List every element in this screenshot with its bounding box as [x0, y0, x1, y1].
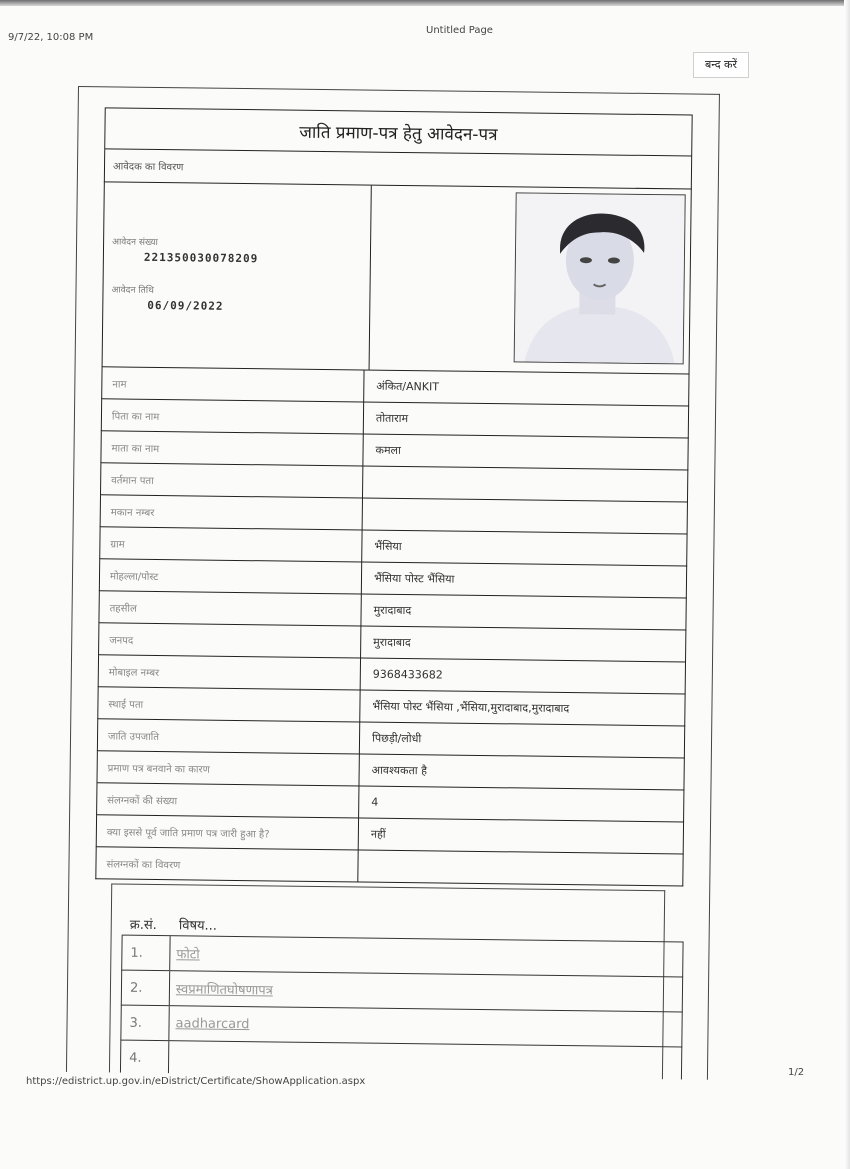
application-form [91, 107, 692, 1079]
application-id-block [102, 182, 692, 374]
field-value: 9368433682 [372, 667, 443, 682]
attachments-header [130, 915, 235, 934]
field-label: जाति उपजाति [98, 719, 360, 753]
field-row [95, 847, 683, 886]
field-value: 4 [371, 795, 379, 809]
field-value [363, 467, 687, 502]
field-value: कमला [375, 443, 401, 457]
form-title: जाति प्रमाण-पत्र हेतु आवेदन-पत्र [104, 107, 692, 156]
field-value: पिछड़ी/लोधी [371, 731, 422, 746]
print-url: https://edistrict.up.gov.in/eDistrict/Certificate/ShowApplication.aspx [26, 1076, 366, 1087]
application-number-label: आवेदन संख्या [112, 237, 158, 248]
application-number: 221350030078209 [143, 250, 259, 266]
document-frame [66, 86, 720, 1080]
attachment-row [120, 1041, 682, 1080]
field-value [363, 499, 687, 534]
field-value: भैंसिया [374, 539, 402, 553]
attachment-serial: 1. [122, 936, 170, 971]
field-value: मुरादाबाद [373, 635, 411, 650]
field-value: तोताराम [375, 411, 409, 426]
print-datetime: 9/7/22, 10:08 PM [8, 32, 94, 43]
application-date: 06/09/2022 [147, 298, 224, 313]
serial-column-header: क्र.सं. [129, 917, 157, 934]
application-info [103, 182, 372, 369]
field-value: भैंसिया पोस्ट भैंसिया [373, 571, 455, 586]
close-button[interactable]: बन्द करें [693, 52, 749, 78]
field-rows [95, 367, 689, 886]
field-label: मकान नम्बर [101, 495, 363, 529]
field-label: वर्तमान पता [101, 463, 363, 497]
attachment-link[interactable] [169, 1041, 681, 1080]
field-label: नाम [102, 367, 364, 401]
field-value: भैंसिया पोस्ट भैंसिया ,भैंसिया,मुरादाबाद,मुरादाबाद [372, 699, 570, 716]
photo-cell [370, 186, 691, 374]
attachment-serial: 3. [121, 1006, 169, 1041]
print-page-number: 1/2 [788, 1067, 805, 1078]
field-label: मोहल्ला/पोस्ट [100, 559, 362, 593]
attachment-link[interactable]: स्वप्रमाणितघोषणापत्र [175, 982, 273, 999]
subject-column-header: विषय... [178, 918, 218, 934]
attachment-serial: 2. [122, 971, 170, 1006]
field-label: जनपद [99, 623, 361, 657]
attachment-serial: 4. [121, 1041, 169, 1076]
scan-right-edge [844, 0, 850, 1169]
field-label: स्थाई पता [98, 687, 360, 721]
field-value [358, 850, 682, 885]
print-page-title: Untitled Page [426, 25, 493, 36]
field-label: संलग्नकों का विवरण [96, 847, 358, 881]
field-value: मुरादाबाद [373, 603, 412, 618]
field-value: नहीं [370, 827, 386, 841]
scan-top-edge [0, 0, 850, 6]
attachment-link[interactable]: aadharcard [175, 1015, 250, 1032]
applicant-section-label: आवेदक का विवरण [104, 149, 692, 189]
field-label: संलग्नकों की संख्या [97, 783, 359, 817]
field-label: क्या इससे पूर्व जाति प्रमाण पत्र जारी हुआ है? [97, 815, 359, 849]
field-value: आवश्यकता है [371, 763, 428, 778]
application-date-label: आवेदन तिथि [111, 285, 154, 296]
field-label: ग्राम [100, 527, 362, 561]
field-label: तहसील [99, 591, 361, 625]
applicant-photo [514, 192, 686, 364]
attachments-table [120, 935, 684, 1080]
field-value: अंकित/ANKIT [376, 379, 440, 394]
attachment-link[interactable]: फोटो [176, 947, 200, 963]
field-label: माता का नाम [101, 431, 363, 465]
attachments-box [107, 883, 665, 1079]
field-label: पिता का नाम [102, 399, 364, 433]
field-label: प्रमाण पत्र बनवाने का कारण [97, 751, 359, 785]
field-label: मोबाइल नम्बर [99, 655, 361, 689]
